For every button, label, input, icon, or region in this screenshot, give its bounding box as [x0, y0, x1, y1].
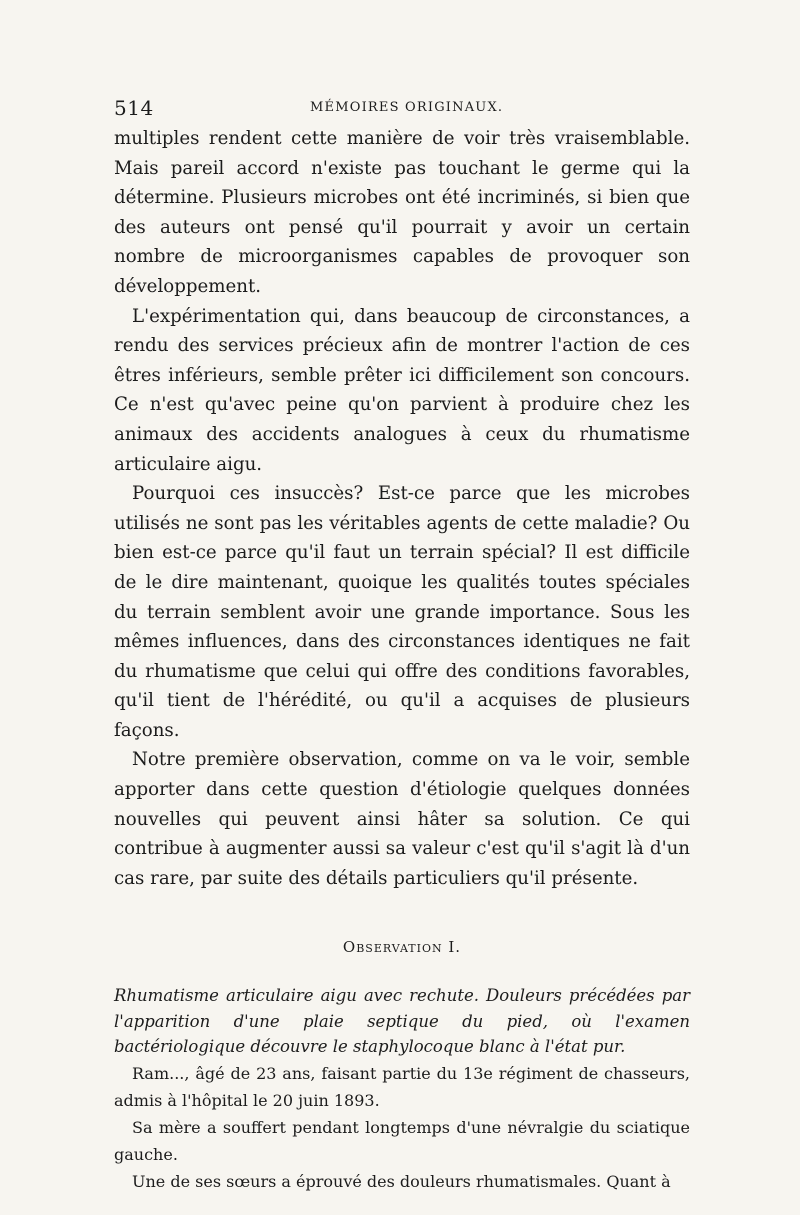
- paragraph-4: Notre première observation, comme on va le voir, semble apporter dans cette question d'étiologie quelques données nouvelles qui peuvent ainsi hâter sa solution. Ce qui contribue à augmenter aussi sa valeur c'est qu'il s'agit là d'un cas rare, par suite des détails particuliers qu'il présente.: [114, 749, 690, 889]
- observation-line-1: Ram..., âgé de 23 ans, faisant partie du 13e régiment de chasseurs, admis à l'hôpital le 20 juin 1893.: [114, 1063, 690, 1110]
- page-number: 514: [114, 96, 154, 120]
- observation-line-2: Sa mère a souffert pendant longtemps d'une névralgie du sciatique gauche.: [114, 1117, 690, 1164]
- paragraph-2: L'expérimentation qui, dans beaucoup de circonstances, a rendu des services précieux afin de montrer l'action de ces êtres inférieurs, semble prêter ici difficilement son concours. Ce n'est qu'avec peine qu'on parvient à produire chez les animaux des accidents analogues à ceux du rhumatisme articulaire aigu.: [114, 305, 690, 475]
- page-body: [114, 124, 690, 1195]
- paragraph-3: Pourquoi ces insuccès? Est-ce parce que les microbes utilisés ne sont pas les véritables agents de cette maladie? Ou bien est-ce parce qu'il faut un terrain spécial? Il est difficile de le dire maintenant, quoique les qualités toutes spéciales du terrain semblent avoir une grande importance. Sous les mêmes influences, dans des circonstances identiques ne fait du rhumatisme que celui qui offre des conditions favorables, qu'il tient de l'hérédité, ou qu'il a acquises de plusieurs façons.: [114, 483, 690, 741]
- observation-summary: Rhumatisme articulaire aigu avec rechute. Douleurs précédées par l'apparition d'une plaie septique du pied, où l'examen bactériologique découvre le staphylocoque blanc à l'état pur.: [114, 986, 690, 1057]
- observation-line-3: Une de ses sœurs a éprouvé des douleurs rhumatismales. Quant à: [132, 1171, 671, 1191]
- running-title: MÉMOIRES ORIGINAUX.: [310, 100, 504, 115]
- observation-title: Observation I.: [342, 938, 462, 957]
- page-header: [114, 96, 690, 122]
- paragraph-1: multiples rendent cette manière de voir très vraisemblable. Mais pareil accord n'existe pas touchant le germe qui la détermine. Plusieurs microbes ont été incriminés, si bien que des auteurs ont pensé qu'il pourrait y avoir un certain nombre de microorganismes capables de provoquer son développement.: [114, 128, 690, 297]
